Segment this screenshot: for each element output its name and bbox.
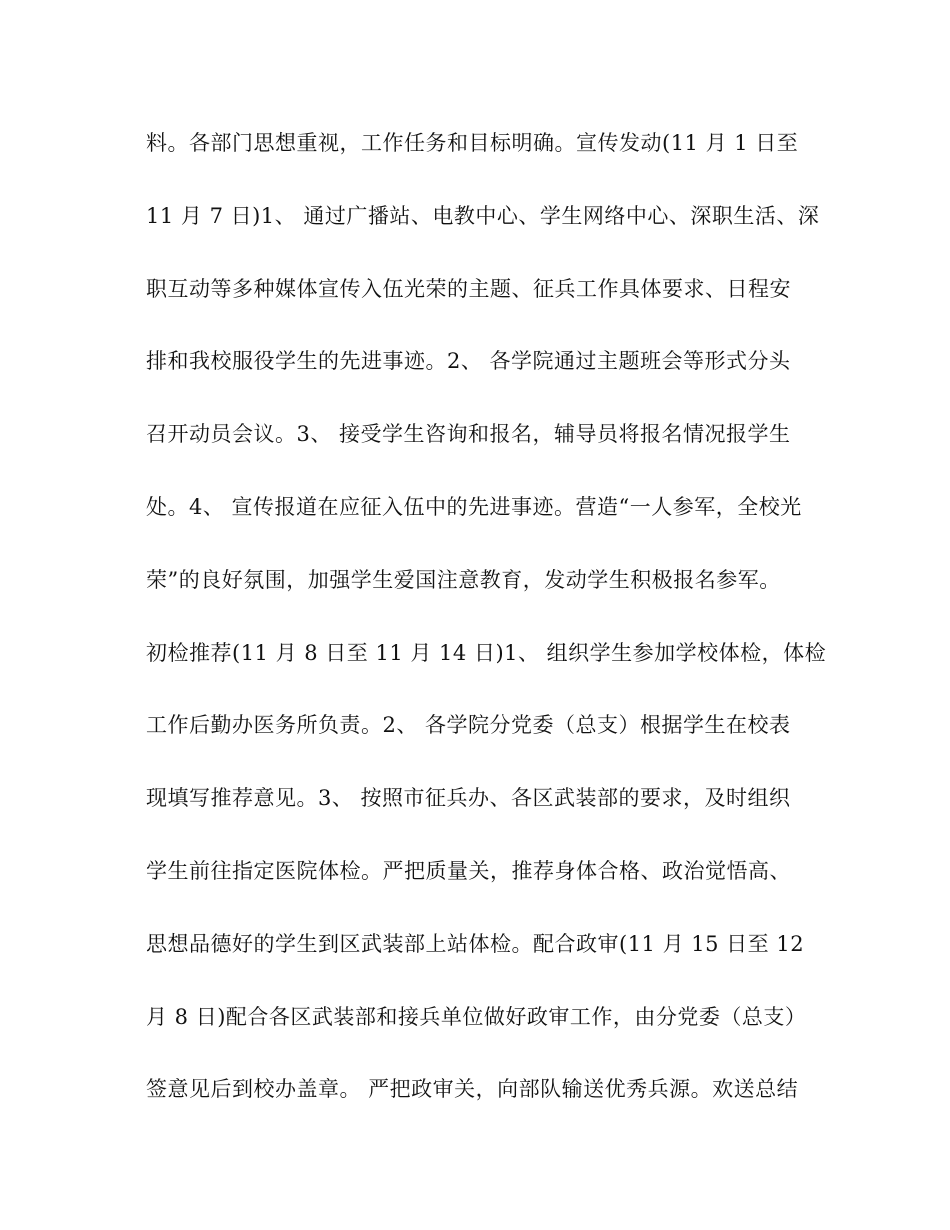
body-text bbox=[146, 119, 826, 1138]
text-line: 排和我校服役学生的先进事迹。2、 各学院通过主题班会等形式分头 bbox=[146, 349, 791, 374]
text-line: 初检推荐(11 月 8 日至 11 月 14 日)1、 组织学生参加学校体检，体检 bbox=[146, 640, 827, 665]
text-line: 荣”的良好氛围，加强学生爱国注意教育，发动学生积极报名参军。 bbox=[146, 567, 781, 592]
text-line: 召开动员会议。3、 接受学生咨询和报名，辅导员将报名情况报学生 bbox=[146, 422, 791, 447]
text-line: 处。4、 宣传报道在应征入伍中的先进事迹。营造“一人参军，全校光 bbox=[146, 494, 802, 519]
text-line: 现填写推荐意见。3、 按照市征兵办、各区武装部的要求，及时组织 bbox=[146, 786, 791, 811]
text-line: 签意见后到校办盖章。 严把政审关，向部队输送优秀兵源。欢送总结 bbox=[146, 1077, 799, 1102]
text-line: 月 8 日)配合各区武装部和接兵单位做好政审工作，由分党委（总支） bbox=[146, 1004, 807, 1029]
text-line: 工作后勤办医务所负责。2、 各学院分党委（总支）根据学生在校表 bbox=[146, 713, 791, 738]
text-line: 学生前往指定医院体检。严把质量关，推荐身体合格、政治觉悟高、 bbox=[146, 858, 791, 883]
text-line: 思想品德好的学生到区武装部上站体检。配合政审(11 月 15 日至 12 bbox=[146, 931, 805, 956]
text-line: 11 月 7 日)1、 通过广播站、电教中心、学生网络中心、深职生活、深 bbox=[146, 203, 820, 228]
text-line: 职互动等多种媒体宣传入伍光荣的主题、征兵工作具体要求、日程安 bbox=[146, 276, 791, 301]
text-line: 料。各部门思想重视，工作任务和目标明确。宣传发动(11 月 1 日至 bbox=[146, 131, 799, 155]
